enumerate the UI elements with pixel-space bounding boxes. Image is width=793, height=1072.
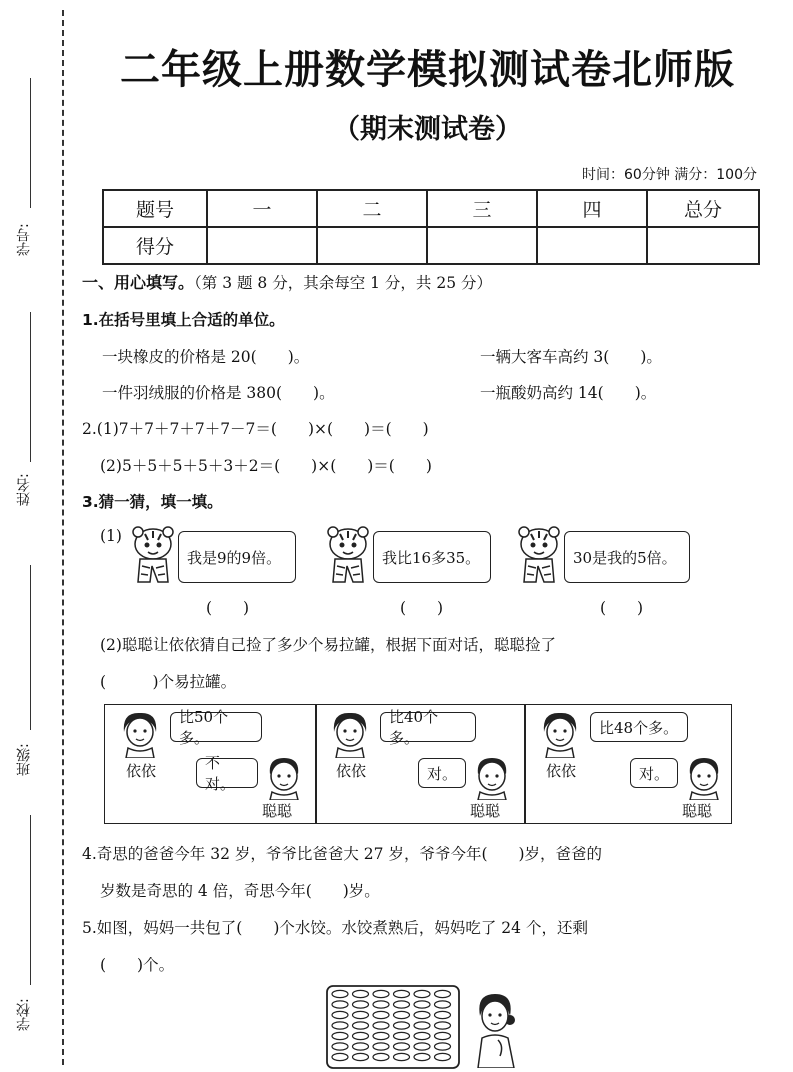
q3-stem: 3.猜一猜，填一填。 [82,493,223,511]
dumpling-icon [332,1011,348,1018]
dumpling-icon [353,1032,369,1039]
q4-line: 岁数是奇思的 4 倍，奇思今年( )岁。 [100,882,380,900]
tiger-speech-bubble: 30是我的5倍。 [564,531,690,583]
dumpling-icon [394,990,410,997]
dumpling-icon [373,1022,389,1029]
score-cell[interactable] [537,227,647,264]
dumpling-icon [435,1011,451,1018]
congcong-speech-bubble: 对。 [630,758,678,788]
dumpling-icon [414,1053,430,1060]
q2-line: 2.(1)7＋7＋7＋7＋7－7＝( )×( )＝( ) [82,420,429,438]
score-header-cell: 二 [317,190,427,227]
dumpling-icon [332,1032,348,1039]
dumpling-icon [394,1022,410,1029]
score-cell[interactable] [647,227,759,264]
dumpling-icon [332,1043,348,1050]
tiger-icon [323,526,373,586]
dumpling-icon [353,1001,369,1008]
score-header-cell: 三 [427,190,537,227]
dumpling-icon [353,1053,369,1060]
dumpling-icon [373,1011,389,1018]
dumpling-icon [394,1032,410,1039]
mother-icon [470,990,520,1068]
page-title: 二年级上册数学模拟测试卷北师版 [120,47,735,93]
dumpling-icon [332,1022,348,1029]
score-header-cell: 一 [207,190,317,227]
name-line [30,312,31,462]
boy-congcong-icon [682,754,726,800]
name-label: 姓名: [16,473,32,507]
q3-part2-line: (2)聪聪让依依猜自己捡了多少个易拉罐，根据下面对话，聪聪捡了 [100,636,556,654]
congcong-name: 聪聪 [682,802,713,820]
dumpling-icon [373,1043,389,1050]
dumpling-icon [435,1032,451,1039]
q1-item: 一块橡皮的价格是 20( )。 [102,348,310,366]
school-label: 学校: [16,998,32,1032]
dumpling-icon [373,1032,389,1039]
dumpling-icon [353,990,369,997]
section-note: （第 3 题 8 分，其余每空 1 分，共 25 分） [194,274,492,292]
exam-meta: 时间：60分钟 满分：100分 [582,167,757,183]
tiger-icon [514,526,564,586]
dumpling-icon [414,1022,430,1029]
section-heading [82,270,492,293]
dumpling-icon [353,1043,369,1050]
q3-part1-label: (1) [100,527,122,545]
boy-congcong-icon [470,754,514,800]
boy-congcong-icon [262,754,306,800]
congcong-name: 聪聪 [470,802,501,820]
dumpling-icon [373,1001,389,1008]
class-line [30,565,31,730]
page-subtitle: （期末测试卷） [333,114,522,145]
q5-line: ( )个。 [100,956,175,974]
dumpling-icon [435,1053,451,1060]
yiyi-name: 依依 [546,762,577,780]
yiyi-speech-bubble: 比48个多。 [590,712,688,742]
dumpling-icon [373,1053,389,1060]
tiger-icon [128,526,178,586]
q1-stem: 1.在括号里填上合适的单位。 [82,311,285,329]
score-header-cell: 四 [537,190,647,227]
q1-item: 一瓶酸奶高约 14( )。 [480,384,657,402]
dumpling-icon [414,1043,430,1050]
score-table-score-row [103,227,759,264]
score-header-cell: 总分 [647,190,759,227]
dumpling-icon [414,1032,430,1039]
dumpling-icon [394,1043,410,1050]
congcong-speech-bubble: 不对。 [196,758,258,788]
score-header-cell: 题号 [103,190,207,227]
q4-line: 4.奇思的爸爸今年 32 岁，爷爷比爸爸大 27 岁，爷爷今年( )岁，爸爸的 [82,845,603,863]
congcong-name: 聪聪 [262,802,293,820]
score-cell[interactable] [427,227,537,264]
dumpling-icon [414,1011,430,1018]
congcong-speech-bubble: 对。 [418,758,466,788]
answer-blank[interactable]: ( ) [600,599,644,617]
score-cell[interactable] [207,227,317,264]
class-label: 班级: [16,743,32,777]
girl-yiyi-icon [538,710,582,758]
girl-yiyi-icon [328,710,372,758]
dumpling-icon [435,1043,451,1050]
dumpling-icon [435,1022,451,1029]
dumpling-icon [332,1053,348,1060]
answer-blank[interactable]: ( ) [206,599,250,617]
score-cell[interactable] [317,227,427,264]
dumpling-icon [332,990,348,997]
q5-line: 5.如图，妈妈一共包了( )个水饺。水饺煮熟后，妈妈吃了 24 个，还剩 [82,919,588,937]
dumpling-tray [326,985,460,1069]
school-line [30,815,31,985]
yiyi-speech-bubble: 比50个多。 [170,712,262,742]
dumpling-icon [353,1022,369,1029]
panel-divider [315,704,317,824]
yiyi-name: 依依 [126,762,157,780]
dumpling-icon [414,1001,430,1008]
panel-divider [524,704,526,824]
dumpling-icon [394,1001,410,1008]
section-title: 一、用心填写。 [82,273,195,292]
dumpling-icon [353,1011,369,1018]
student-no-line [30,78,31,208]
dumpling-icon [332,1001,348,1008]
score-table-header-row [103,190,759,227]
dumpling-icon [435,1001,451,1008]
binding-dashed-line [62,10,64,1065]
dumpling-icon [373,990,389,997]
dumpling-icon [394,1011,410,1018]
yiyi-speech-bubble: 比40个多。 [380,712,476,742]
tiger-speech-bubble: 我比16多35。 [373,531,491,583]
q1-item: 一件羽绒服的价格是 380( )。 [102,384,335,402]
q3-part2-line: ( )个易拉罐。 [100,673,237,691]
dumpling-icon [435,990,451,997]
q1-item: 一辆大客车高约 3( )。 [480,348,662,366]
score-row-label: 得分 [103,227,207,264]
dumpling-icon [414,990,430,997]
answer-blank[interactable]: ( ) [400,599,444,617]
dumpling-icon [394,1053,410,1060]
tiger-speech-bubble: 我是9的9倍。 [178,531,296,583]
student-no-label: 学号: [16,223,32,257]
score-table [102,189,760,265]
q2-line: (2)5＋5＋5＋5＋3＋2＝( )×( )＝( ) [100,457,432,475]
yiyi-name: 依依 [336,762,367,780]
girl-yiyi-icon [118,710,162,758]
